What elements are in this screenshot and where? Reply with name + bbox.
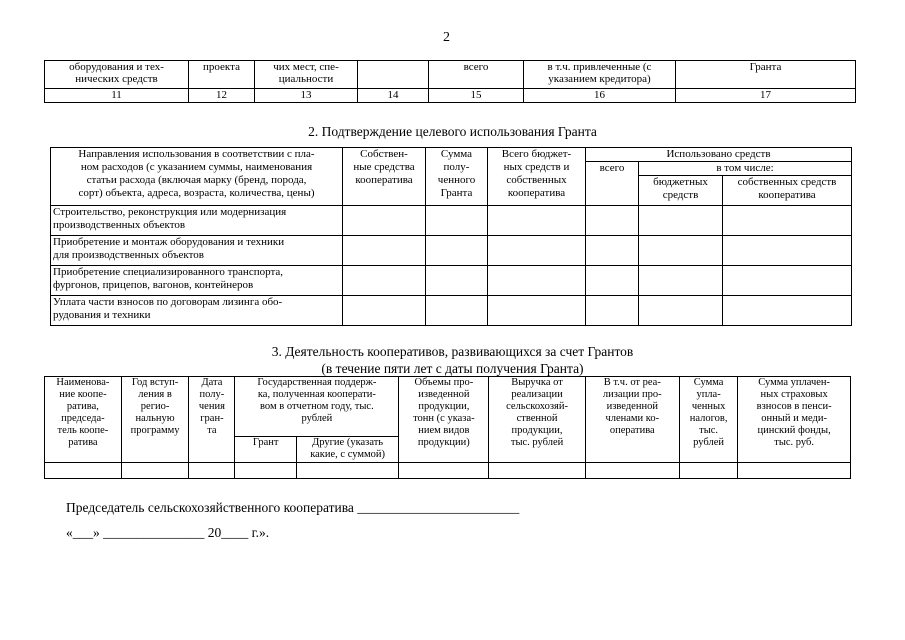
t3-col-members: В т.ч. от реа- лизации про- изведенной членами ко- оператива xyxy=(585,377,679,463)
t1-header-grant: Гранта xyxy=(676,61,856,89)
page-number: 2 xyxy=(443,30,450,45)
date-line: «___» _______________ 20____ г.». xyxy=(66,525,270,540)
t2-cell xyxy=(426,236,488,266)
t1-number: 12 xyxy=(189,89,255,103)
chairman-signature-line: Председатель сельскохозяйственного кооператива ________________________ xyxy=(66,500,520,515)
t3-cell xyxy=(296,463,398,479)
t2-cell xyxy=(586,296,639,326)
table-grant-usage xyxy=(50,147,852,326)
t1-number: 13 xyxy=(255,89,358,103)
t2-cell xyxy=(723,236,852,266)
t2-cell xyxy=(586,206,639,236)
t3-col-grant: Грант xyxy=(235,437,296,463)
t1-header-total: всего xyxy=(429,61,524,89)
t2-cell xyxy=(586,236,639,266)
section3-title: 3. Деятельность кооперативов, развивающихся за счет Грантов xyxy=(271,344,634,359)
t3-col-other: Другие (указать какие, с суммой) xyxy=(296,437,398,463)
t2-cell xyxy=(723,296,852,326)
t1-header-empty xyxy=(358,61,429,89)
t3-col-date: Дата полу- чения гран- та xyxy=(189,377,235,463)
t2-col-all: всего xyxy=(586,162,639,206)
t2-col-budget: бюджетных средств xyxy=(639,176,723,206)
t3-col-volume: Объемы про- изведенной продукции, тонн (с указа- нием видов продукции) xyxy=(399,377,489,463)
t2-cell xyxy=(488,236,586,266)
t2-cell xyxy=(639,296,723,326)
t2-col-total: Всего бюджет- ных средств и собственных кооператива xyxy=(488,148,586,206)
t1-header-project: проекта xyxy=(189,61,255,89)
t2-cell xyxy=(426,206,488,236)
t3-cell xyxy=(189,463,235,479)
t2-cell xyxy=(586,266,639,296)
t3-cell xyxy=(235,463,296,479)
t3-cell xyxy=(738,463,851,479)
t1-number: 14 xyxy=(358,89,429,103)
t1-number: 16 xyxy=(524,89,676,103)
t1-number: 17 xyxy=(676,89,856,103)
t3-col-taxes: Сумма упла- ченных налогов, тыс. рублей xyxy=(679,377,737,463)
t2-cell xyxy=(723,266,852,296)
t2-col-used: Использовано средств xyxy=(586,148,852,162)
t2-cell xyxy=(426,266,488,296)
t3-cell xyxy=(45,463,122,479)
t2-cell xyxy=(639,266,723,296)
t2-cell xyxy=(488,206,586,236)
t3-col-year: Год вступ- ления в регио- нальную программу xyxy=(121,377,189,463)
t2-col-incl: в том числе: xyxy=(639,162,852,176)
t3-cell xyxy=(121,463,189,479)
t3-cell xyxy=(489,463,585,479)
t3-col-revenue: Выручка от реализации сельскохозяй- ственной продукции, тыс. рублей xyxy=(489,377,585,463)
t2-row-label: Приобретение специализированного транспорта, фургонов, прицепов, вагонов, контейнеров xyxy=(51,266,343,296)
t2-cell xyxy=(639,236,723,266)
section3-subtitle: (в течение пяти лет с даты получения Гранта) xyxy=(321,361,584,376)
t2-cell xyxy=(488,266,586,296)
t2-cell xyxy=(343,206,426,236)
t2-row-label: Строительство, реконструкция или модернизация производственных объектов xyxy=(51,206,343,236)
t3-col-name: Наименова- ние коопе- ратива, председа- тель коопе- ратива xyxy=(45,377,122,463)
t1-number: 11 xyxy=(45,89,189,103)
t2-cell xyxy=(488,296,586,326)
t2-cell xyxy=(723,206,852,236)
t3-col-support: Государственная поддерж- ка, полученная кооперати- вом в отчетном году, тыс. рублей xyxy=(235,377,399,437)
t3-col-insurance: Сумма уплачен- ных страховых взносов в пенси- онный и меди- цинский фонды, тыс. руб. xyxy=(738,377,851,463)
t1-header-workplaces: чих мест, спе- циальности xyxy=(255,61,358,89)
t1-header-equipment: оборудования и тех- нических средств xyxy=(45,61,189,89)
table-continuation xyxy=(44,60,856,103)
t2-col-own: Собствен- ные средства кооператива xyxy=(343,148,426,206)
t2-cell xyxy=(426,296,488,326)
t2-cell xyxy=(343,236,426,266)
section2-title: 2. Подтверждение целевого использования Гранта xyxy=(308,124,597,139)
t1-number: 15 xyxy=(429,89,524,103)
t2-cell xyxy=(343,266,426,296)
t2-cell xyxy=(639,206,723,236)
t2-row-label: Приобретение и монтаж оборудования и техники для производственных объектов xyxy=(51,236,343,266)
t2-cell xyxy=(343,296,426,326)
t2-col-ownfunds: собственных средств кооператива xyxy=(723,176,852,206)
t2-col-direction: Направления использования в соответствии с пла- ном расходов (с указанием суммы, наименования статьи расхода (включая марку (бренд, порода, сорт) объекта, адреса, возраста, количества, цены) xyxy=(51,148,343,206)
t3-cell xyxy=(679,463,737,479)
table-cooperative-activity xyxy=(44,376,851,479)
t2-row-label: Уплата части взносов по договорам лизинга обо- рудования и техники xyxy=(51,296,343,326)
t1-header-attracted: в т.ч. привлеченные (с указанием кредитора) xyxy=(524,61,676,89)
t2-col-sum: Сумма полу- ченного Гранта xyxy=(426,148,488,206)
t3-cell xyxy=(399,463,489,479)
t3-cell xyxy=(585,463,679,479)
